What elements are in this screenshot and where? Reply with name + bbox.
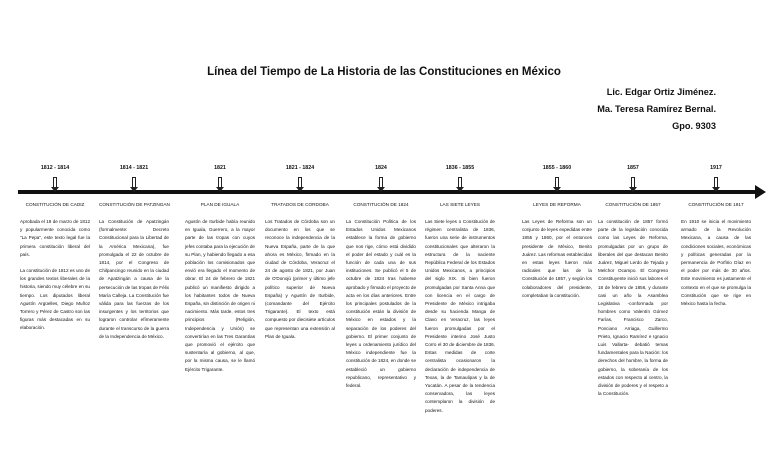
document-title: Línea del Tiempo de La Historia de las Constituciones en México — [207, 66, 561, 78]
author-line-2: Ma. Teresa Ramírez Bernal. — [597, 104, 716, 114]
event-paragraph: Los Tratados de Córdoba son un documento en los que se reconoce la independencia de la Nueva España, parte de la que ahora es México, firmado en la ciudad de Córdoba, Veracruz el 24 de agosto de 1821, por Juan de O'Donojú (primer y último jefe político superior de Nueva España) y Agustín de Iturbide, (comandante del Ejército Trigarante). El texto está compuesto por diecisiete artículos que representan una extensión al Plan de Iguala. — [265, 219, 335, 339]
event-paragraph: Las Siete leyes o Constitución de régimen centralista de 1836, fueron una serie de instrumentos constitucionales que alteraron la estructura de la naciente República Federal de los Estados Unidos Mexicanos, a principios del siglo XIX. Si bien fueron promulgadas por Santa Anna que con licencia en el cargo de Presidente de México intrigaba desde su hacienda Manga de Clavo en Veracruz, las leyes fueron promulgadas por el Presidente interino José Justo Corro el 30 de diciembre de 1836. Estas medidas de corte centralista ocasionaron la declaración de independencia de Texas, la de Tamaulipas y la de Yucatán. A pesar de la tendencia conservadora, las leyes contemplaron la división de poderes. — [425, 219, 495, 413]
group-label: Gpo. 9303 — [672, 121, 716, 131]
event-description — [598, 218, 668, 398]
timeline-event — [598, 202, 668, 406]
timeline-marker-arrow-icon — [216, 177, 224, 192]
event-description — [20, 218, 90, 333]
event-description — [522, 218, 592, 300]
author-line-1: Lic. Edgar Ortiz Jiménez. — [606, 87, 716, 97]
timeline-marker-arrow-icon — [130, 177, 138, 192]
timeline-year-label: 1824 — [375, 165, 387, 171]
timeline-year-label: 1857 — [627, 165, 639, 171]
timeline-marker-arrow-icon — [712, 177, 720, 192]
timeline-marker-arrow-icon — [296, 177, 304, 192]
event-title: PLAN DE IGUALA — [200, 202, 240, 207]
event-paragraph: Agustín de Iturbide había reunido en Iguala, Guerrero, a la mayor parte de las tropas con cuyos jefes contaba para la ejecución de su Plan, y habiendo llegado a esa población los comisionados que envió era llegado el momento de obrar. El 24 de febrero de 1821 publicó un manifiesto dirigido a los habitantes todos de Nueva España, sin distinción de origen ni nacimiento. Más tarde, estos tres principios (Religión, Independencia y Unión) se convertirían en las Tres Garantías que promovió el ejército que sustentaría al gobierno, al que, por la misma causa, se le llamó Ejército Trigarante. — [185, 219, 255, 372]
authors-block — [597, 84, 716, 135]
event-description — [99, 218, 169, 341]
timeline-marker-arrow-icon — [629, 177, 637, 192]
event-paragraph: Aprobada el 19 de marzo de 1812 y popularmente conocida como "La Pepa", este texto legal fue la primera constitución liberal del país. — [20, 219, 90, 257]
timeline-year-label: 1812 - 1814 — [40, 165, 70, 171]
event-description — [185, 218, 255, 374]
event-description — [681, 218, 751, 308]
timeline-event — [522, 202, 592, 308]
event-title: CONSTITUCIÓN DE 1824 — [353, 202, 409, 207]
event-title: TRATADOS DE CORDOBA — [271, 202, 329, 207]
timeline-year-label: 1836 - 1855 — [445, 165, 475, 171]
timeline-year-label: 1917 — [710, 165, 722, 171]
timeline-marker-arrow-icon — [456, 177, 464, 192]
event-paragraph: La Constitución Política de los Estados Unidos Mexicanos establece la forma de gobierno que nos rige, cómo está dividido el poder del estado y cuál es la función de cada una de sus instituciones. Se publicó el 5 de octubre de 1824 tras haberse aprobado y firmado el proyecto de acta en los días anteriores. Entre los principales postulados de la constitución están la división de México en estados y la separación de los poderes del gobierno. El primer conjunto de leyes u ordenamiento jurídico del México independiente fue la constitución de 1824, en donde se estableció un gobierno republicano, representativo y federal. — [346, 219, 416, 389]
event-paragraph: En 1910 se inicia el movimiento armado de la Revolución Mexicana, a causa de las condiciones sociales, económicas y políticas generadas por la permanencia de Porfirio Díaz en el poder por más de 30 años. Este movimiento es justamente el contexto en el que se promulga la Constitución que se rige en México hasta la fecha. — [681, 219, 751, 307]
timeline-marker-arrow-icon — [377, 177, 385, 192]
timeline-event — [185, 202, 255, 382]
timeline-event — [346, 202, 416, 398]
event-description — [265, 218, 335, 341]
timeline-marker-arrow-icon — [51, 177, 59, 192]
timeline-event — [20, 202, 90, 341]
timeline-event — [425, 202, 495, 423]
timeline-event — [681, 202, 751, 316]
event-description — [425, 218, 495, 415]
timeline-arrow-head-icon — [755, 185, 766, 199]
event-title: LEYES DE REFORMA — [533, 202, 581, 207]
timeline-event — [265, 202, 335, 349]
event-title: CONSTITUCIÓN DE PATZINGAN — [99, 202, 170, 207]
event-paragraph: La constitución de 1812 es uno de los grandes textos liberales de la historia, siendo muy célebre en su tiempo. Los diputados liberal Agustín Argüelles, Diego Muñoz Torrero y Pérez de Castro son las figuras más destacadas en su elaboración. — [20, 268, 90, 331]
timeline-year-label: 1821 — [214, 165, 226, 171]
timeline-year-label: 1821 - 1824 — [285, 165, 315, 171]
event-paragraph: Las Leyes de Reforma son un conjunto de leyes expedidas entre 1855 y 1860, por el entonces presidente de México, Benito Juárez. Las reformas establecidas en estas leyes fueron más radicales que las de la Constitución de 1857, y según los colaboradores del presidente, completaban la constitución. — [522, 219, 592, 298]
event-paragraph: La Constitución de Apatzingán (formalmente: Decreto Constitucional para la Libertad de la América Mexicana), fue promulgada el 22 de octubre de 1814, por el Congreso de Chilpancingo reunido en la ciudad de Apatzingán a causa de la persecución de las tropas de Félix María Calleja. La Constitución fue válida para las fuerzas de los insurgentes y los territorios que lograron controlar efímeramente durante el transcurso de la guerra de la Independencia de México. — [99, 219, 169, 339]
event-paragraph: La constitución de 1857 formó parte de la legislación conocida como las Leyes de Reforma, promulgadas por un grupo de liberales del que destacan Benito Juárez, Miguel Lerdo de Tejada y Melchor Ocampo. El Congreso Constituyente inició sus labores el 18 de febrero de 1856, y durante casi un año la Asamblea Legislativa -conformada por hombres como Valentín Gómez Farías, Francisco Zarco, Ponciano Arriaga, Guillermo Prieto, Ignacio Ramírez e Ignacio Luis Vallarta- debatió temas fundamentales para la Nación: los derechos del hombre, la forma de gobierno, la soberanía de los estados con respecto al centro, la división de poderes y el respeto a la Constitución. — [598, 219, 668, 397]
timeline-year-label: 1855 - 1860 — [542, 165, 572, 171]
event-description — [346, 218, 416, 390]
timeline-event — [99, 202, 169, 349]
event-title: CONSTITUCIÓN DE 1917 — [688, 202, 744, 207]
event-title: LAS SIETE LEYES — [439, 202, 481, 207]
timeline-marker-arrow-icon — [553, 177, 561, 192]
event-title: CONSTITUCIÓN DE 1857 — [605, 202, 661, 207]
timeline-year-label: 1814 - 1821 — [119, 165, 149, 171]
event-title: CONSTITUCIÓN DE CADIZ — [25, 202, 85, 207]
